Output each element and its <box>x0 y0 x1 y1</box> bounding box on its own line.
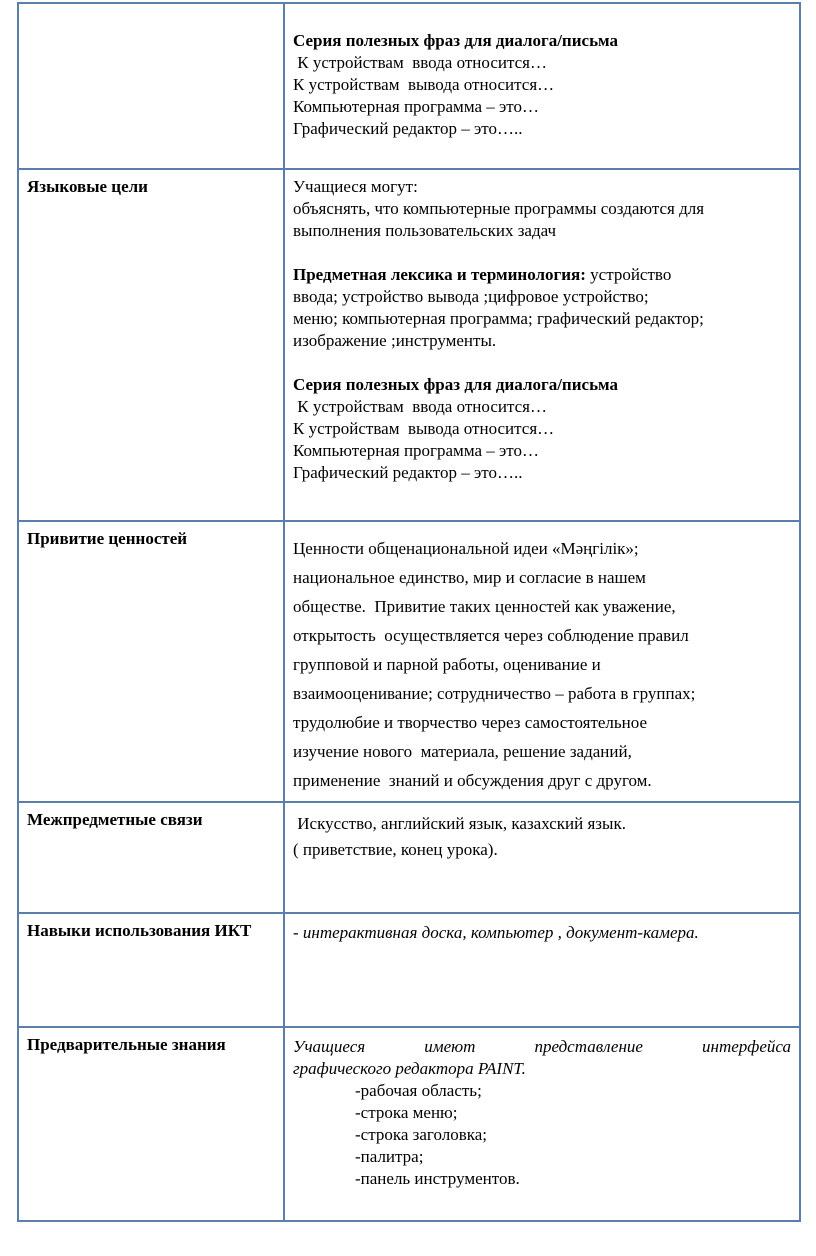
word: имеют <box>424 1037 476 1056</box>
phrases-heading: Серия полезных фраз для диалога/письма <box>293 31 619 50</box>
phrase-line: К устройствам ввода относится… <box>293 53 547 72</box>
list-item: -рабочая область; <box>355 1081 482 1100</box>
row-content <box>284 169 800 521</box>
row-label: Предварительные знания <box>18 1027 284 1221</box>
values-line: обществе. Привитие таких ценностей как уважение, <box>293 597 676 616</box>
row-content <box>284 802 800 913</box>
values-line: трудолюбие и творчество через самостоятельное <box>293 713 648 732</box>
interdisciplinary-line: ( приветствие, конец урока). <box>293 840 498 859</box>
lexicon-line: ввода; устройство вывода ;цифровое устройство; <box>293 287 649 306</box>
values-line: национальное единство, мир и согласие в нашем <box>293 568 646 587</box>
row-content <box>284 521 800 802</box>
row-label: Привитие ценностей <box>18 521 284 802</box>
phrase-line: К устройствам вывода относится… <box>293 75 555 94</box>
list-item: -панель инструментов. <box>355 1169 520 1188</box>
table-row <box>18 913 800 1027</box>
list-item: -палитра; <box>355 1147 424 1166</box>
table-row <box>18 1027 800 1221</box>
ict-text: интерактивная доска, компьютер , документ-камера. <box>302 923 699 942</box>
prior-knowledge-second-line: графического редактора PAINT. <box>293 1059 526 1078</box>
row-label: Языковые цели <box>18 169 284 521</box>
values-line: открытость осуществляется через соблюдение правил <box>293 626 689 645</box>
table-row <box>18 169 800 521</box>
values-line: изучение нового материала, решение заданий, <box>293 742 632 761</box>
phrase-line: К устройствам вывода относится… <box>293 419 555 438</box>
phrase-line: Компьютерная программа – это… <box>293 97 540 116</box>
phrase-line: Графический редактор – это….. <box>293 463 523 482</box>
phrase-line: К устройствам ввода относится… <box>293 397 547 416</box>
phrases-heading: Серия полезных фраз для диалога/письма <box>293 375 619 394</box>
phrase-line: Графический редактор – это….. <box>293 119 523 138</box>
row-label: Навыки использования ИКТ <box>18 913 284 1027</box>
table-row <box>18 802 800 913</box>
ict-dash: - <box>293 923 303 942</box>
row-content <box>284 913 800 1027</box>
values-line: применение знаний и обсуждения друг с другом. <box>293 771 652 790</box>
language-goals-line: объяснять, что компьютерные программы создаются для <box>293 199 705 218</box>
row-label <box>18 3 284 169</box>
lesson-plan-table <box>17 2 801 1222</box>
lexicon-line: меню; компьютерная программа; графический редактор; <box>293 309 704 328</box>
prior-knowledge-first-line <box>293 1036 791 1058</box>
lexicon-heading: Предметная лексика и терминология: <box>293 265 586 284</box>
row-content <box>284 3 800 169</box>
phrase-line: Компьютерная программа – это… <box>293 441 540 460</box>
word: Учащиеся <box>293 1037 366 1056</box>
row-label: Межпредметные связи <box>18 802 284 913</box>
lexicon-first-line <box>293 264 791 286</box>
word: интерфейса <box>702 1037 791 1056</box>
table-row <box>18 3 800 169</box>
values-line: взаимооценивание; сотрудничество – работа в группах; <box>293 684 696 703</box>
values-line: Ценности общенациональной идеи «Мәңгілік»; <box>293 539 639 558</box>
word: представление <box>534 1037 643 1056</box>
language-goals-line: выполнения пользовательских задач <box>293 221 557 240</box>
values-line: групповой и парной работы, оценивание и <box>293 655 601 674</box>
lexicon-line: изображение ;инструменты. <box>293 331 497 350</box>
table-row <box>18 521 800 802</box>
language-goals-intro: Учащиеся могут: <box>293 177 418 196</box>
list-item: -строка меню; <box>355 1103 458 1122</box>
row-content <box>284 1027 800 1221</box>
interdisciplinary-line: Искусство, английский язык, казахский язык. <box>293 814 626 833</box>
list-item: -строка заголовка; <box>355 1125 488 1144</box>
lexicon-first: устройство <box>585 265 672 284</box>
